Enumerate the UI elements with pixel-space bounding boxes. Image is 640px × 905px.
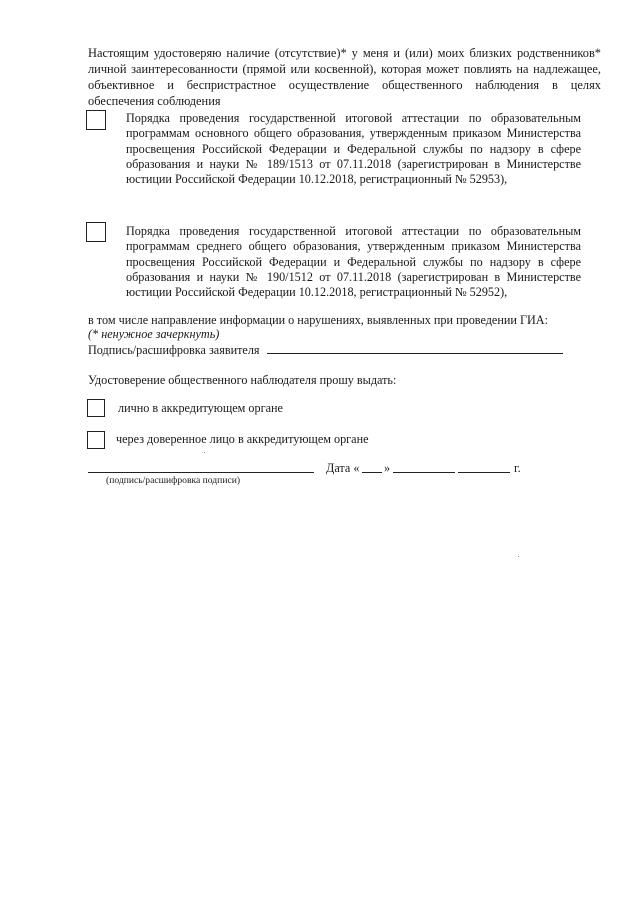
option-secondary-education-text: Порядка проведения государственной итоговой аттестации по образовательным программам среднего общего образования, утвержденным приказом Министерства просвещения Российской Федерации и Федеральной службы по надзору в сфере образования и науки № 190/1512 от 07.11.2018 (зарегистрирован в Министерстве юстиции Российской Федерации 10.12.2018, регистрационный № 52952), (126, 224, 581, 300)
checkbox-trusted-person[interactable] (87, 431, 105, 449)
checkbox-in-person[interactable] (87, 399, 105, 417)
applicant-signature-field[interactable] (267, 342, 563, 354)
checkbox-secondary-education[interactable] (86, 222, 106, 242)
signature-field[interactable] (88, 472, 314, 473)
strike-note: (* ненужное зачеркнуть) (88, 327, 220, 341)
signature-caption: (подпись/расшифровка подписи) (106, 475, 241, 486)
including-text: в том числе направление информации о нарушениях, выявленных при проведении ГИА: (88, 313, 548, 327)
option-basic-education-text: Порядка проведения государственной итоговой аттестации по образовательным программам основного общего образования, утвержденным приказом Министерства просвещения Российской Федерации и Федеральной службы по надзору в сфере образования и науки № 189/1513 от 07.11.2018 (зарегистрирован в Министерстве юстиции Российской Федерации 10.12.2018, регистрационный № 52953), (126, 111, 581, 187)
delivery-in-person-label: лично в аккредитующем органе (118, 401, 283, 415)
applicant-signature-label: Подпись/расшифровка заявителя (88, 343, 260, 357)
scan-speck (204, 452, 205, 453)
date-year-field[interactable] (458, 472, 510, 473)
scan-speck (518, 556, 519, 557)
date-day-field[interactable] (362, 472, 382, 473)
date-close-quote: » (384, 461, 391, 475)
date-label: Дата « (326, 461, 360, 475)
year-suffix: г. (514, 461, 521, 475)
date-month-field[interactable] (393, 472, 455, 473)
certificate-label: Удостоверение общественного наблюдателя прошу выдать: (88, 373, 397, 387)
delivery-trusted-person-label: через доверенное лицо в аккредитующем органе (116, 432, 369, 446)
intro-paragraph: Настоящим удостоверяю наличие (отсутствие)* у меня и (или) моих близких родственников* личной заинтересованности (прямой или косвенной), которая может повлиять на надлежащее, объективное и беспристрастное осуществление общественного наблюдения в целях обеспечения соблюдения (88, 46, 601, 108)
applicant-signature-row (88, 342, 563, 358)
checkbox-basic-education[interactable] (86, 110, 106, 130)
